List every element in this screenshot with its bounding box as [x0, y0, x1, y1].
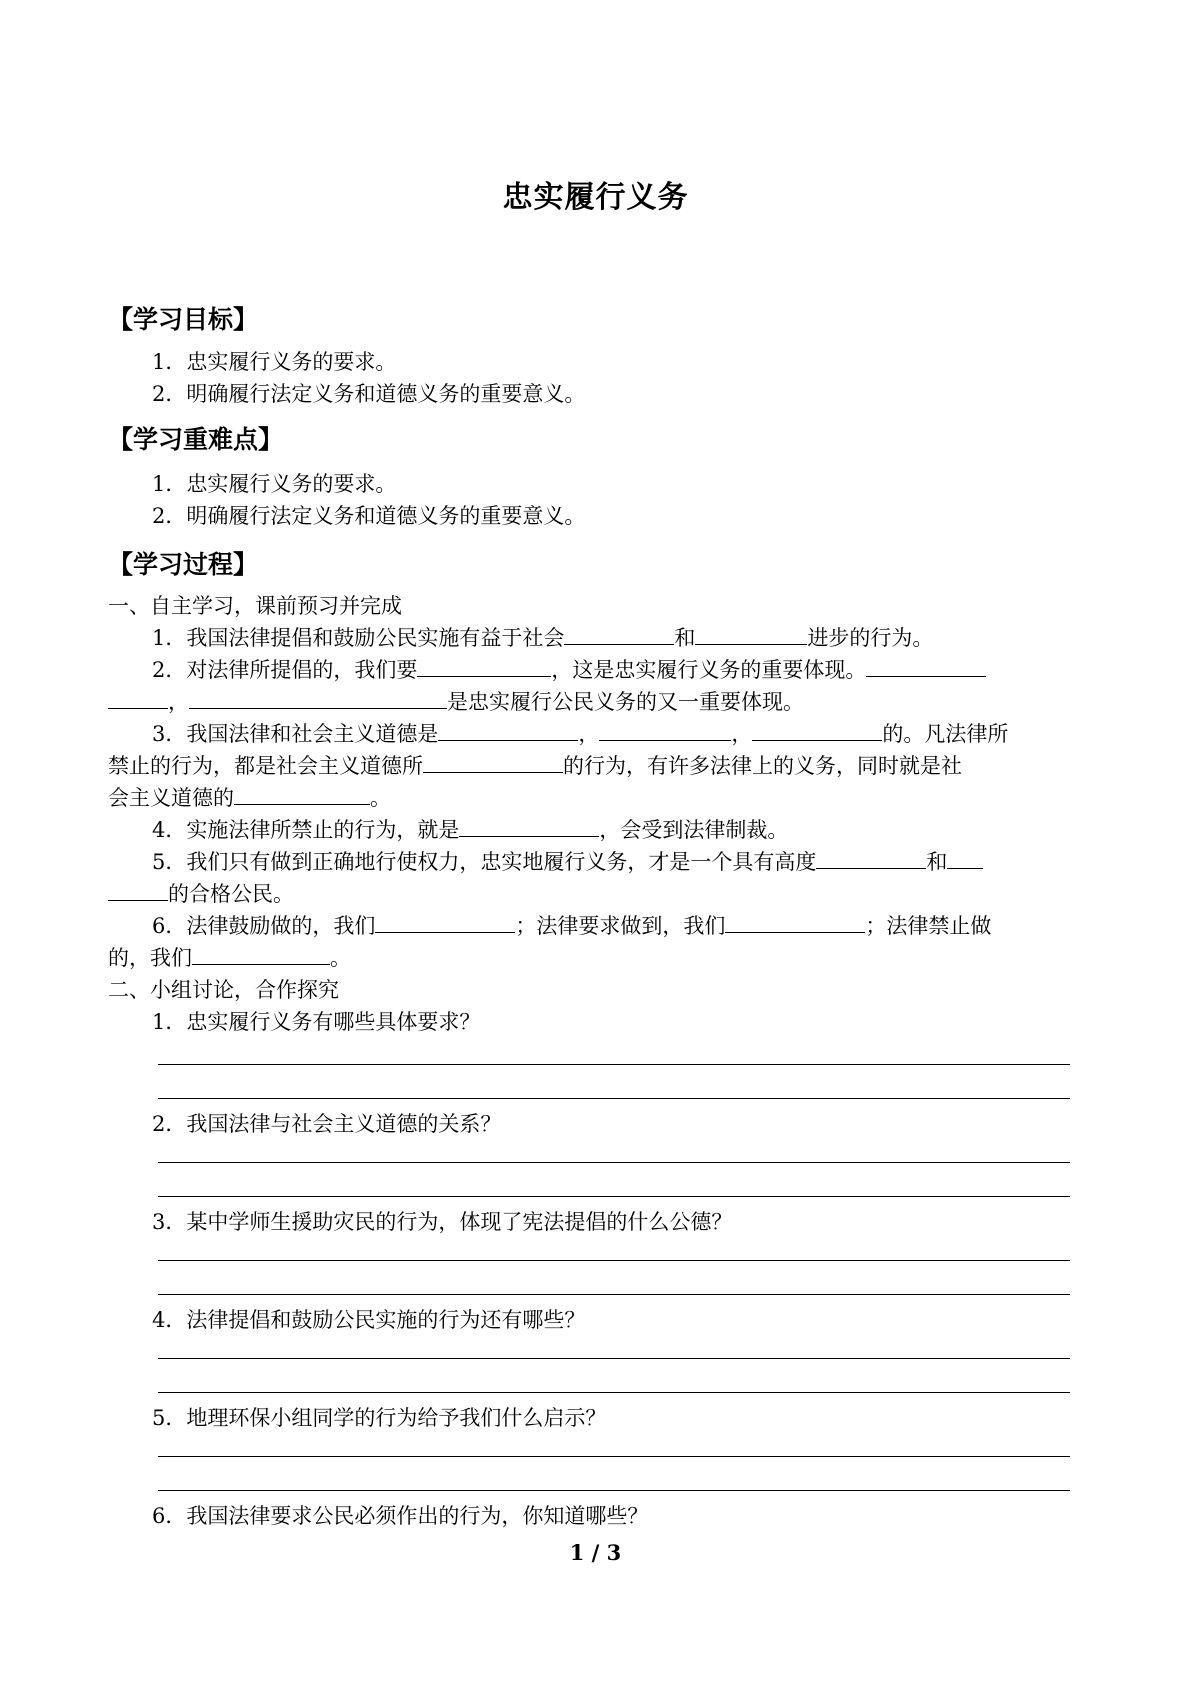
q2-text-d: 是忠实履行公民义务的又一重要体现。 — [447, 690, 804, 714]
q5-text-b: 和 — [926, 850, 948, 874]
q6-text-b: ；法律要求做到，我们 — [515, 914, 726, 938]
q3-text-c: ， — [731, 722, 753, 746]
answer-blank[interactable] — [599, 718, 731, 741]
q2-text-c: ， — [168, 690, 189, 714]
answer-blank[interactable] — [725, 910, 865, 933]
discussion-question: 4．法律提倡和鼓励公民实施的行为还有哪些？ — [152, 1308, 586, 1332]
q6-text-c: ；法律禁止做 — [865, 914, 992, 938]
q4-text-b: ，会受到法律制裁。 — [599, 818, 789, 842]
q3-text-b: ， — [578, 722, 600, 746]
answer-blank[interactable] — [816, 846, 926, 869]
fill-question-3 — [152, 718, 1008, 750]
answer-blank[interactable] — [417, 654, 551, 677]
keypoint-item: 1．忠实履行义务的要求。 — [152, 472, 397, 496]
q6-text-a: 6．法律鼓励做的，我们 — [152, 914, 376, 938]
answer-blank[interactable] — [375, 910, 515, 933]
q4-text-a: 4．实施法律所禁止的行为，就是 — [152, 818, 460, 842]
q6-text-e: 。 — [330, 946, 351, 970]
q1-text-a: 1．我国法律提倡和鼓励公民实施有益于社会 — [152, 626, 565, 650]
answer-blank[interactable] — [752, 718, 882, 741]
fill-question-1 — [152, 622, 933, 654]
answer-line[interactable] — [158, 1196, 1070, 1197]
discussion-question: 1．忠实履行义务有哪些具体要求？ — [152, 1010, 481, 1034]
keypoint-item: 2．明确履行法定义务和道德义务的重要意义。 — [152, 504, 586, 528]
q5-text-c: 的合格公民。 — [168, 882, 294, 906]
q2-text-a: 2．对法律所提倡的，我们要 — [152, 658, 418, 682]
page-number: 1 / 3 — [569, 1540, 622, 1565]
q3-text-g: 会主义道德的 — [108, 786, 234, 810]
q1-text-c: 进步的行为。 — [807, 626, 934, 650]
fill-question-2 — [152, 654, 986, 686]
answer-line[interactable] — [158, 1260, 1070, 1261]
answer-blank[interactable] — [192, 942, 330, 965]
fill-question-3-cont — [108, 750, 962, 782]
document-title: 忠实履行义务 — [502, 180, 689, 215]
fill-question-5 — [152, 846, 983, 878]
fill-question-5-cont — [108, 878, 294, 910]
answer-blank[interactable] — [189, 686, 447, 709]
q6-text-d: 的，我们 — [108, 946, 192, 970]
answer-blank[interactable] — [234, 782, 370, 805]
answer-blank[interactable] — [108, 686, 168, 709]
discussion-question: 5．地理环保小组同学的行为给予我们什么启示？ — [152, 1406, 607, 1430]
answer-line[interactable] — [158, 1456, 1070, 1457]
answer-line[interactable] — [158, 1358, 1070, 1359]
discussion-question: 2．我国法律与社会主义道德的关系？ — [152, 1112, 502, 1136]
q3-text-e: 禁止的行为，都是社会主义道德所 — [108, 754, 423, 778]
answer-blank[interactable] — [695, 622, 807, 645]
part2-heading: 二、小组讨论，合作探究 — [108, 978, 339, 1002]
answer-line[interactable] — [158, 1392, 1070, 1393]
answer-blank[interactable] — [438, 718, 578, 741]
answer-line[interactable] — [158, 1064, 1070, 1065]
part1-heading: 一、自主学习，课前预习并完成 — [108, 594, 402, 618]
fill-question-2-cont — [108, 686, 804, 718]
answer-blank[interactable] — [423, 750, 563, 773]
section-heading-process: 【学习过程】 — [108, 550, 259, 579]
discussion-question: 3．某中学师生援助灾民的行为，体现了宪法提倡的什么公德？ — [152, 1210, 733, 1234]
answer-blank[interactable] — [947, 846, 983, 869]
answer-blank[interactable] — [564, 622, 674, 645]
q3-text-h: 。 — [370, 786, 391, 810]
answer-line[interactable] — [158, 1162, 1070, 1163]
answer-blank[interactable] — [108, 878, 168, 901]
section-heading-objectives: 【学习目标】 — [108, 305, 259, 334]
fill-question-4 — [152, 814, 788, 846]
discussion-question: 6．我国法律要求公民必须作出的行为，你知道哪些？ — [152, 1504, 649, 1528]
answer-line[interactable] — [158, 1490, 1070, 1491]
q3-text-a: 3．我国法律和社会主义道德是 — [152, 722, 439, 746]
q3-text-d: 的。凡法律所 — [882, 722, 1009, 746]
fill-question-3-cont — [108, 782, 391, 814]
fill-question-6 — [152, 910, 991, 942]
q3-text-f: 的行为，有许多法律上的义务，同时就是社 — [563, 754, 962, 778]
q5-text-a: 5．我们只有做到正确地行使权力，忠实地履行义务，才是一个具有高度 — [152, 850, 817, 874]
section-heading-keypoints: 【学习重难点】 — [108, 425, 284, 454]
q2-text-b: ，这是忠实履行义务的重要体现。 — [551, 658, 867, 682]
objective-item: 2．明确履行法定义务和道德义务的重要意义。 — [152, 382, 586, 406]
answer-line[interactable] — [158, 1294, 1070, 1295]
objective-item: 1．忠实履行义务的要求。 — [152, 350, 397, 374]
fill-question-6-cont — [108, 942, 351, 974]
answer-line[interactable] — [158, 1098, 1070, 1099]
answer-blank[interactable] — [866, 654, 986, 677]
q1-text-b: 和 — [674, 626, 696, 650]
answer-blank[interactable] — [459, 814, 599, 837]
